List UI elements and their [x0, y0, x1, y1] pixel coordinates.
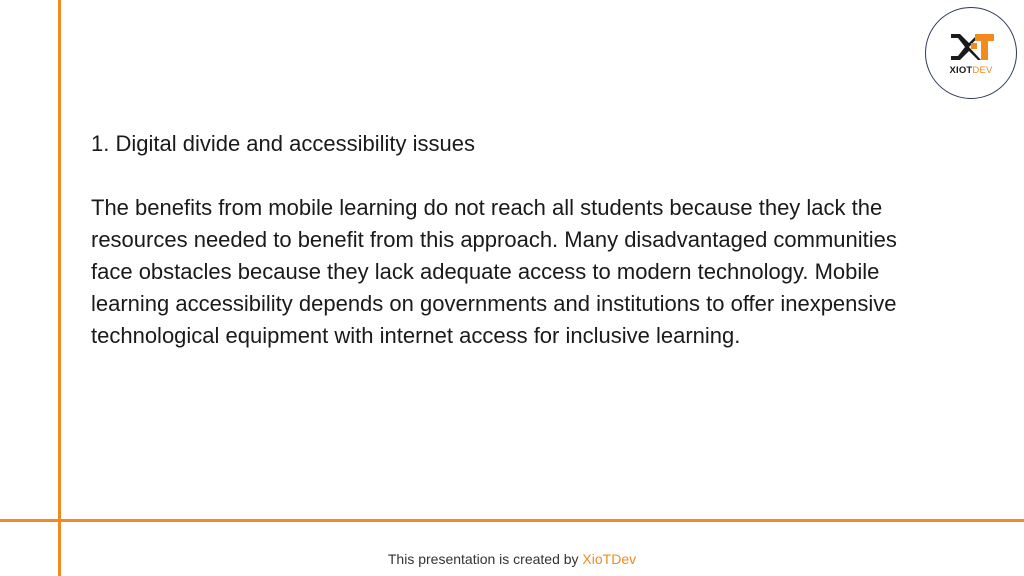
slide-content — [91, 128, 911, 352]
horizontal-accent-rule — [0, 519, 1024, 522]
slide-heading: 1. Digital divide and accessibility issues — [91, 131, 475, 156]
footer-prefix: This presentation is created by — [387, 551, 583, 567]
logo-word-bold: XIOT — [949, 65, 973, 76]
footer-credit — [0, 551, 1024, 567]
footer-brand-link[interactable]: XioTDev — [582, 551, 637, 567]
vertical-accent-rule — [58, 0, 61, 576]
xiotdev-logo-icon — [947, 31, 997, 63]
slide-body-text: The benefits from mobile learning do not reach all students because they lack the resources needed to benefit from this approach. Many disadvantaged communities face obstacles because they lack adequate access to modern technology. Mobile learning accessibility depends on governments and institutions to offer inexpensive technological equipment with internet access for inclusive learning. — [91, 195, 897, 348]
logo-mark-square — [971, 43, 977, 49]
logo-wordmark — [926, 66, 1016, 76]
logo-word-light: DEV — [972, 65, 993, 76]
brand-logo — [925, 7, 1017, 99]
logo-mark-right — [975, 34, 994, 60]
